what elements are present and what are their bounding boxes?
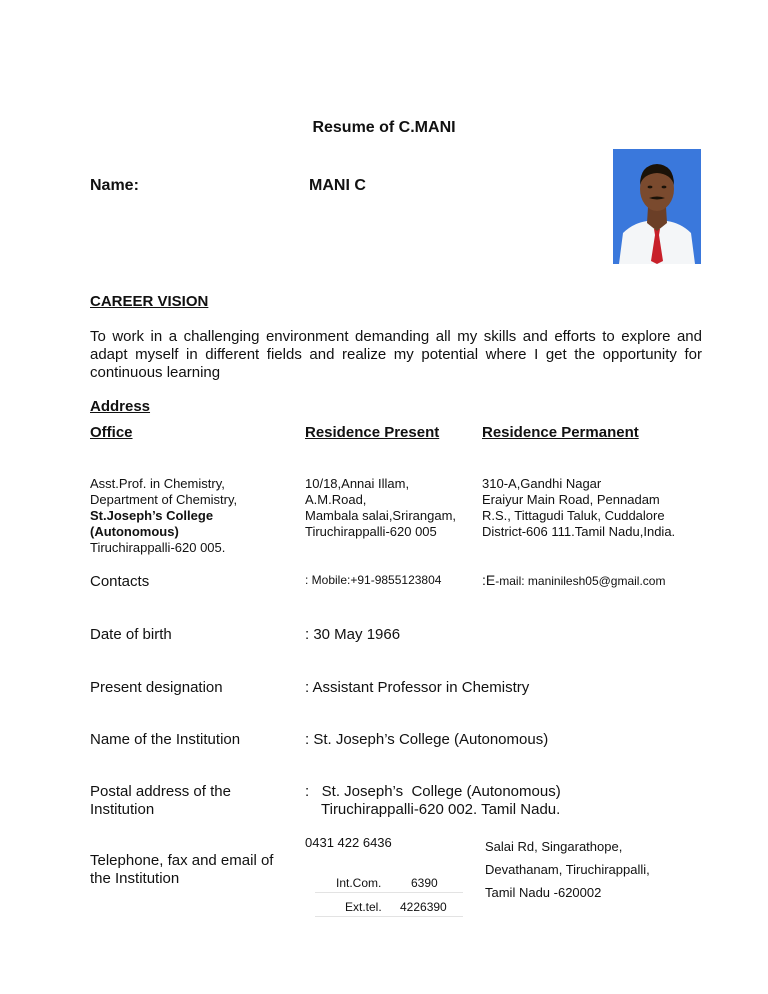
name-label: Name: (90, 177, 139, 194)
name-value: MANI C (309, 177, 366, 194)
career-vision-heading: CAREER VISION (90, 293, 209, 310)
present-residence-address (305, 476, 480, 540)
office-column-heading: Office (90, 424, 133, 441)
table-rule (315, 916, 463, 917)
mobile-number: : Mobile:+91-9855123804 (305, 573, 442, 587)
address-heading: Address (90, 398, 151, 415)
institution-address-line: Tamil Nadu -620002 (485, 885, 602, 900)
address-line: (Autonomous) (90, 524, 179, 539)
contacts-label: Contacts (90, 573, 150, 590)
postal-value (305, 783, 561, 819)
address-line: Tiruchirappalli-620 005. (90, 540, 226, 555)
career-vision-text: To work in a challenging environment demanding all my skills and efforts to explore and adapt myself in different fields and realize my potential where I get the opportunity for continuous learning (90, 328, 702, 381)
postal-label-line: Institution (90, 801, 155, 818)
dob-label: Date of birth (90, 626, 172, 643)
telephone-number: 0431 422 6436 (305, 835, 392, 850)
residence-permanent-heading: Residence Permanent (482, 424, 639, 441)
email-contact (482, 572, 665, 590)
intcom-label: Int.Com. (336, 876, 382, 890)
office-address (90, 476, 290, 556)
postal-value-line: Tiruchirappalli-620 002. Tamil Nadu. (321, 801, 561, 818)
address-line: 310-A,Gandhi Nagar (482, 476, 602, 491)
address-line: Mambala salai,Srirangam, (305, 508, 457, 523)
designation-value: : Assistant Professor in Chemistry (305, 679, 530, 696)
telephone-label-line: Telephone, fax and email of (90, 852, 274, 869)
address-line: R.S., Tittagudi Taluk, Cuddalore (482, 508, 665, 523)
address-line: District-606 111.Tamil Nadu,India. (482, 524, 676, 539)
address-line: St.Joseph’s College (90, 508, 214, 523)
address-line: 10/18,Annai Illam, (305, 476, 410, 491)
profile-photo (613, 149, 701, 264)
portrait-image (613, 149, 701, 264)
postal-label (90, 783, 231, 819)
address-line: Asst.Prof. in Chemistry, (90, 476, 225, 491)
telephone-label (90, 852, 273, 888)
postal-value-line: : St. Joseph’s College (Autonomous) (305, 783, 561, 800)
permanent-residence-address (482, 476, 722, 540)
institution-address-line: Devathanam, Tiruchirappalli, (485, 862, 650, 877)
email-prefix: :E (482, 572, 496, 588)
institution-address-line: Salai Rd, Singarathope, (485, 839, 623, 854)
exttel-value: 4226390 (400, 900, 447, 914)
institution-value: : St. Joseph’s College (Autonomous) (305, 731, 549, 748)
residence-present-heading: Residence Present (305, 424, 440, 441)
intcom-value: 6390 (411, 876, 438, 890)
email-address: -mail: maninilesh05@gmail.com (495, 574, 666, 588)
address-line: Eraiyur Main Road, Pennadam (482, 492, 660, 507)
address-line: Tiruchirappalli-620 005 (305, 524, 437, 539)
institution-address (485, 835, 650, 904)
designation-label: Present designation (90, 679, 223, 696)
exttel-label: Ext.tel. (345, 900, 382, 914)
telephone-label-line: the Institution (90, 870, 180, 887)
address-line: A.M.Road, (305, 492, 367, 507)
dob-value: : 30 May 1966 (305, 626, 401, 643)
table-rule (315, 892, 463, 893)
page-title: Resume of C.MANI (312, 119, 456, 136)
postal-label-line: Postal address of the (90, 783, 231, 800)
institution-label: Name of the Institution (90, 731, 241, 748)
address-line: Department of Chemistry, (90, 492, 238, 507)
